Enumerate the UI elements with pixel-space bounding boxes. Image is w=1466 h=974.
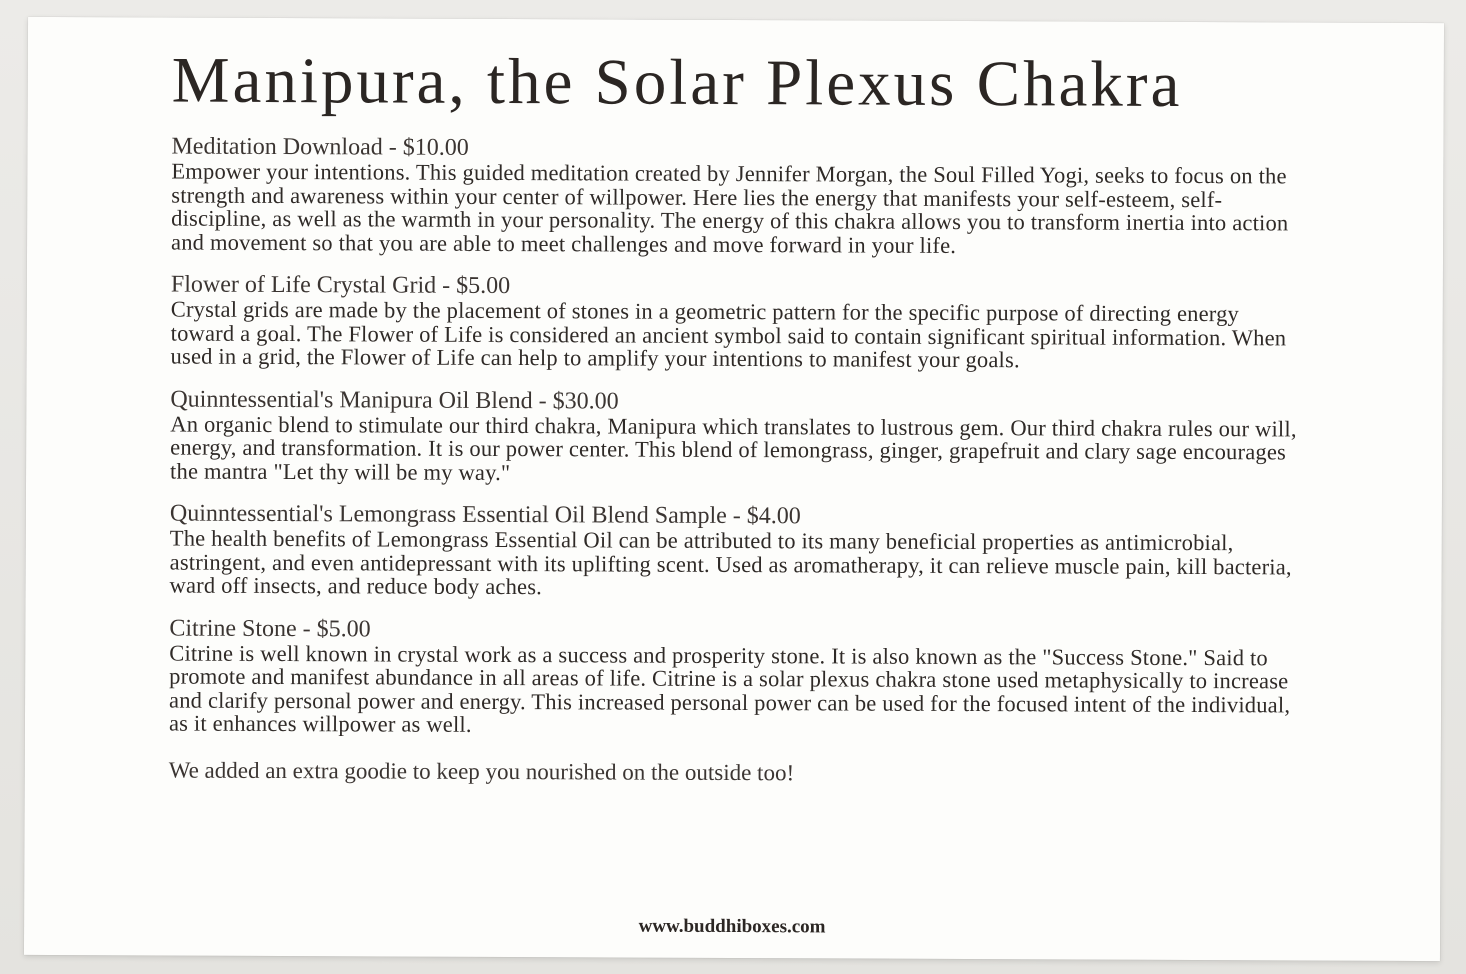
item-heading: Meditation Download - $10.00	[171, 133, 469, 161]
item-description: Citrine is well known in crystal work as a success and prosperity stone. It is also known as the "Success Stone." Said to promote and manifest abundance in all areas of life. Citrine is a solar plexus chakra stone used metaphysically to increase and clarify personal power and energy. This increased personal power can be used for the focused intent of the individual, as it enhances willpower as well.	[168, 640, 1291, 737]
item-heading: Citrine Stone - $5.00	[169, 615, 371, 642]
item-crystal-grid	[171, 272, 1299, 373]
item-description: An organic blend to stimulate our third chakra, Manipura which translates to lustrous gem. Our third chakra rules our will, energy, and transformation. It is our power center. This blend of lemongrass, ginger, grapefruit and clary sage encourages the mantra "Let thy will be my way."	[170, 411, 1297, 485]
item-list	[169, 134, 1300, 788]
item-manipura-oil	[170, 386, 1298, 487]
item-meditation-download	[171, 134, 1300, 259]
footer-note: We added an extra goodie to keep you nourished on the outside too!	[168, 757, 795, 785]
item-heading: Quinntessential's Manipura Oil Blend - $30.00	[170, 386, 619, 414]
card-title: Manipura, the Solar Plexus Chakra	[171, 44, 1183, 121]
item-description: Crystal grids are made by the placement of stones in a geometric pattern for the specific purpose of directing energy toward a goal. The Flower of Life is considered an ancient symbol said to contain significant spiritual information. When used in a grid, the Flower of Life can help to amplify your intentions to manifest your goals.	[170, 296, 1287, 373]
item-heading: Quinntessential's Lemongrass Essential Oil Blend Sample - $4.00	[169, 500, 801, 530]
item-heading: Flower of Life Crystal Grid - $5.00	[170, 271, 511, 300]
website-url: www.buddhiboxes.com	[638, 915, 826, 938]
item-lemongrass-oil	[170, 501, 1298, 602]
info-card	[24, 17, 1444, 961]
item-citrine-stone	[169, 615, 1298, 740]
item-description: The health benefits of Lemongrass Essential Oil can be attributed to its many beneficial properties as antimicrobial, astringent, and even antidepressant with its uplifting scent. Used as aromatherapy, it can relieve muscle pain, kill bacteria, ward off insects, and reduce body aches.	[169, 525, 1292, 600]
item-description: Empower your intentions. This guided meditation created by Jennifer Morgan, the Soul Filled Yogi, seeks to focus on the strength and awareness within your center of willpower. Here lies the energy that manifests your self-esteem, self-discipline, as well as the warmth in your personality. The energy of this chakra allows you to transform inertia into action and movement so that you are able to meet challenges and move forward in your life.	[171, 158, 1289, 258]
